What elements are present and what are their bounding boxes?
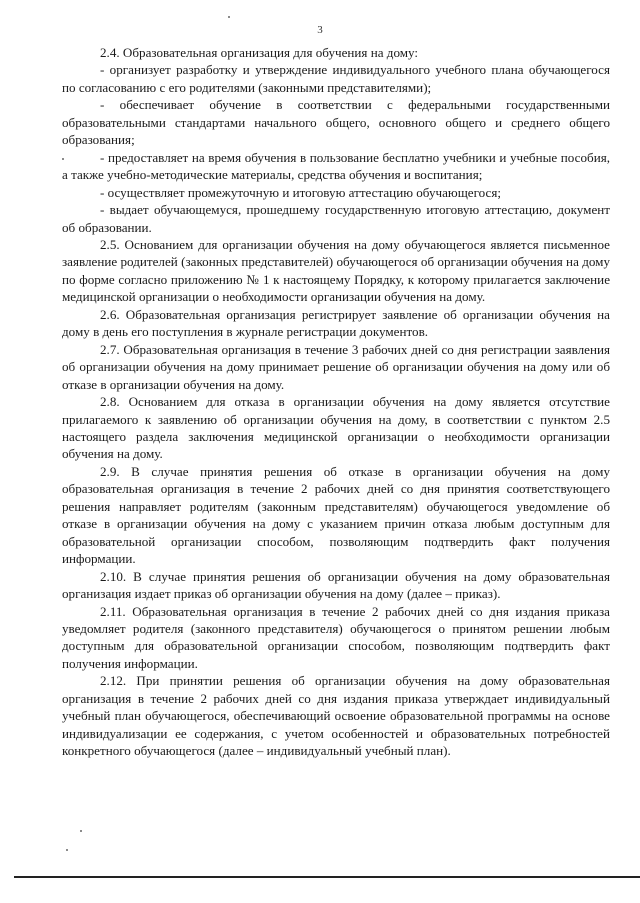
list-item-document: - выдает обучающемуся, прошедшему государственную итоговую аттестацию, документ об образовании. [62, 202, 610, 235]
page-number: 3 [317, 24, 323, 36]
paragraph-2-8: 2.8. Основанием для отказа в организации обучения на дому является отсутствие прилагаемого к заявлению об организации обучения на дому, в соответствии с пунктом 2.5 настоящего раздела заключения медицинской организации о необходимости организации обучения на дому. [62, 394, 610, 462]
list-item-individual-plan: - организует разработку и утверждение индивидуального учебного плана обучающегося по согласованию с его родителями (законными представителями); [62, 62, 610, 95]
list-item-textbooks: - предоставляет на время обучения в пользование бесплатно учебники и учебные пособия, а также учебно-методические материалы, средства обучения и воспитания; [62, 149, 610, 183]
paragraph-2-9: 2.9. В случае принятия решения об отказе в организации обучения на дому образовательная организация в течение 2 рабочих дней со дня принятия соответствующего решения направляет родителям (законным представителям) обучающегося уведомление об отказе в организации обучения на дому с указанием причин отказа любым доступным для образовательной организации способом, позволяющим подтвердить факт получения информации. [62, 463, 610, 567]
paragraph-2-4-heading: 2.4. Образовательная организация для обучения на дому: [100, 45, 419, 60]
list-item-attestation: - осуществляет промежуточную и итоговую аттестацию обучающегося; [100, 184, 501, 200]
scan-speck [228, 16, 230, 18]
scan-speck [80, 830, 82, 832]
paragraph-2-11: 2.11. Образовательная организация в течение 2 рабочих дней со дня издания приказа уведомляет родителя (законного представителя) обучающегося о принятом решении любым доступным для образовательной организации способом, позволяющим подтвердить факт получения информации. [62, 603, 610, 671]
bottom-rule [14, 876, 640, 878]
paragraph-2-6: 2.6. Образовательная организация регистрирует заявление об организации обучения на дому в день его поступления в журнале регистрации документов. [62, 306, 610, 340]
paragraph-2-12: 2.12. При принятии решения об организации обучения на дому образовательная организация в течение 2 рабочих дней со дня издания приказа утверждает индивидуальный учебный план обучающегося, обеспечивающий освоение образовательной программы на основе индивидуализации ее содержания, с учетом особенностей и образовательных потребностей конкретного обучающегося (далее – индивидуальный учебный план). [62, 673, 610, 759]
paragraph-2-7: 2.7. Образовательная организация в течение 3 рабочих дней со дня регистрации заявления об организации обучения на дому принимает решение об организации обучения на дому или об отказе в организации обучения на дому. [62, 341, 610, 392]
scan-speck [62, 158, 64, 160]
list-item-standards: - обеспечивает обучение в соответствии с федеральными государственными образовательными стандартами начального общего, основного общего и среднего общего образования; [62, 97, 610, 148]
document-body [62, 44, 610, 760]
scan-speck [66, 849, 68, 851]
paragraph-2-5: 2.5. Основанием для организации обучения на дому обучающегося является письменное заявление родителей (законных представителей) обучающегося об организации обучения на дому по форме согласно приложению № 1 к настоящему Порядку, к которому прилагается заключение медицинской организации о необходимости организации обучения на дому. [62, 236, 610, 305]
paragraph-2-10: 2.10. В случае принятия решения об организации обучения на дому образовательная организация издает приказ об организации обучения на дому (далее – приказ). [62, 568, 610, 602]
